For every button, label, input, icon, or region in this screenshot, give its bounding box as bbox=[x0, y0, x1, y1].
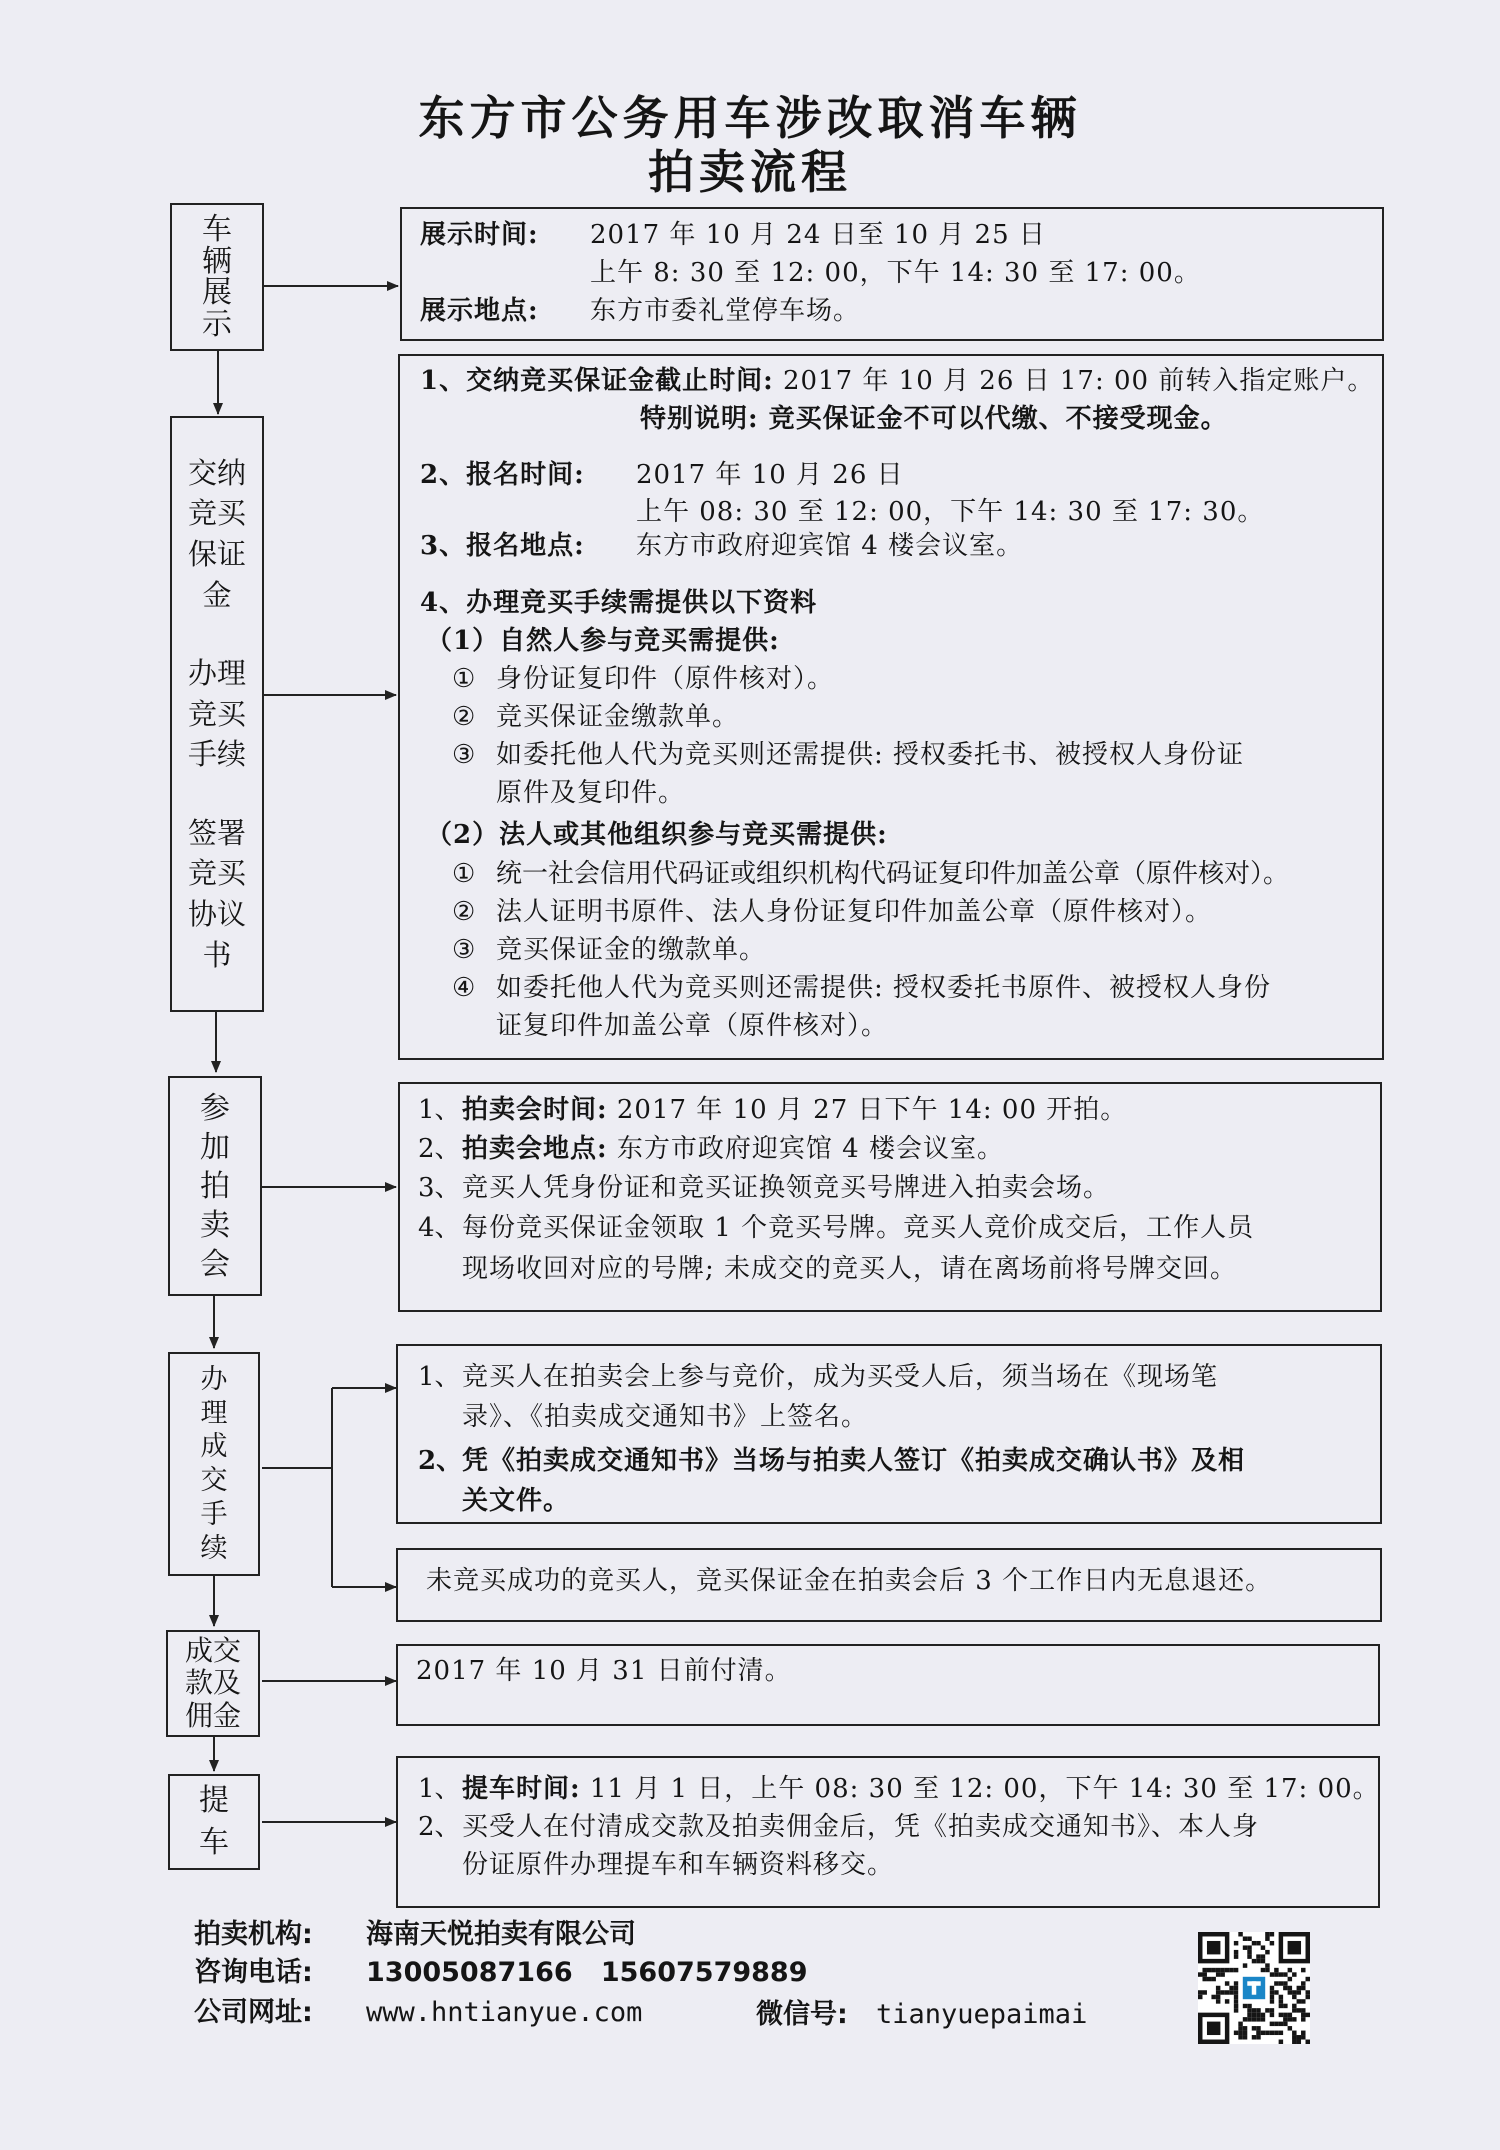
step-text: 竞买 bbox=[187, 856, 246, 891]
step-char: 卖 bbox=[200, 1207, 230, 1243]
step-pickup bbox=[168, 1774, 260, 1870]
auction-item-3: 竞买人凭身份证和竞买证换领竞买号牌进入拍卖会场。 bbox=[462, 1173, 1111, 1203]
payment-text: 2017 年 10 月 31 日前付清。 bbox=[416, 1656, 792, 1686]
step-text: 佣金 bbox=[184, 1698, 241, 1732]
auction-place bbox=[462, 1134, 1004, 1164]
natural-item: 竞买保证金缴款单。 bbox=[496, 702, 740, 732]
transaction-num: 1、 bbox=[418, 1362, 461, 1392]
deposit-special-note: 特别说明: 竞买保证金不可以代缴、不接受现金。 bbox=[640, 404, 1228, 434]
pickup-item-2: 买受人在付清成交款及拍卖佣金后，凭《拍卖成交通知书》、本人身 bbox=[462, 1812, 1260, 1842]
step-text: 款及 bbox=[184, 1666, 241, 1700]
materials-heading: 4、办理竞买手续需提供以下资料 bbox=[420, 588, 818, 618]
auction-item-4: 每份竞买保证金领取 1 个竞买号牌。竞买人竞价成交后，工作人员 bbox=[462, 1213, 1255, 1243]
phone-value: 13005087166 15607579889 bbox=[366, 1957, 808, 1988]
step-text: 手续 bbox=[187, 737, 246, 772]
display-time-value-2: 上午 8: 30 至 12: 00，下午 14: 30 至 17: 00。 bbox=[590, 258, 1201, 288]
auction-place-label: 拍卖会地点: bbox=[462, 1134, 608, 1164]
pickup-num: 2、 bbox=[418, 1812, 461, 1842]
phone-label: 咨询电话: bbox=[194, 1957, 313, 1988]
auction-num: 4、 bbox=[418, 1213, 461, 1243]
registration-place-label: 3、报名地点: bbox=[420, 531, 585, 561]
step-char: 车 bbox=[202, 212, 232, 247]
natural-item-cont: 原件及复印件。 bbox=[496, 778, 686, 808]
legal-entity-heading: （2）法人或其他组织参与竞买需提供: bbox=[426, 820, 888, 850]
pickup-time bbox=[462, 1774, 1380, 1804]
step-char: 车 bbox=[199, 1825, 229, 1860]
transaction-item-2: 凭《拍卖成交通知书》当场与拍卖人签订《拍卖成交确认书》及相 bbox=[462, 1446, 1246, 1476]
step-text: 竞买 bbox=[187, 496, 246, 531]
transaction-item-1: 竞买人在拍卖会上参与竞价，成为买受人后，须当场在《现场笔 bbox=[462, 1362, 1219, 1392]
auction-num: 1、 bbox=[418, 1095, 461, 1125]
step-text: 协议 bbox=[187, 897, 246, 932]
org-value: 海南天悦拍卖有限公司 bbox=[366, 1919, 636, 1950]
display-place-label: 展示地点: bbox=[420, 296, 539, 326]
legal-item-mark: ① bbox=[452, 859, 477, 889]
wechat-label: 微信号: bbox=[756, 1999, 848, 2030]
step-char: 手 bbox=[200, 1498, 228, 1530]
step-text: 签署 bbox=[187, 815, 246, 850]
qr-code-icon bbox=[1198, 1932, 1310, 2044]
page-subtitle: 拍卖流程 bbox=[648, 145, 852, 199]
natural-item-mark: ② bbox=[452, 702, 477, 732]
legal-item-mark: ④ bbox=[452, 973, 477, 1003]
legal-item-mark: ③ bbox=[452, 935, 477, 965]
step-char: 提 bbox=[199, 1783, 229, 1818]
step-char: 续 bbox=[200, 1532, 228, 1564]
transaction-num: 2、 bbox=[418, 1446, 463, 1476]
display-time-label: 展示时间: bbox=[420, 220, 539, 250]
pickup-time-label: 提车时间: bbox=[462, 1774, 581, 1804]
deposit-deadline-label: 1、交纳竞买保证金截止时间: bbox=[420, 366, 774, 396]
page-title: 东方市公务用车涉改取消车辆 bbox=[418, 91, 1082, 145]
legal-item-cont: 证复印件加盖公章（原件核对）。 bbox=[496, 1011, 889, 1041]
step-text: 办理 bbox=[187, 656, 246, 691]
transaction-item-2-cont: 关文件。 bbox=[462, 1486, 571, 1516]
legal-item: 法人证明书原件、法人身份证复印件加盖公章（原件核对）。 bbox=[496, 897, 1213, 927]
auction-time-label: 拍卖会时间: bbox=[462, 1095, 608, 1125]
website-link[interactable]: www.hntianyue.com bbox=[366, 1997, 643, 2028]
step-text: 书 bbox=[202, 937, 232, 972]
natural-item: 如委托他人代为竞买则还需提供: 授权委托书、被授权人身份证 bbox=[496, 740, 1245, 770]
auction-place-value: 东方市政府迎宾馆 4 楼会议室。 bbox=[607, 1134, 1004, 1164]
legal-item: 竞买保证金的缴款单。 bbox=[496, 935, 767, 965]
step-text: 成交 bbox=[184, 1634, 241, 1668]
legal-item: 统一社会信用代码证或组织机构代码证复印件加盖公章（原件核对）。 bbox=[496, 859, 1290, 889]
auction-time-value: 2017 年 10 月 27 日下午 14: 00 开拍。 bbox=[607, 1095, 1128, 1125]
registration-time-value-2: 上午 08: 30 至 12: 00，下午 14: 30 至 17: 30。 bbox=[636, 497, 1265, 527]
natural-item-mark: ③ bbox=[452, 740, 477, 770]
step-text: 竞买 bbox=[187, 696, 246, 731]
step-char: 交 bbox=[200, 1465, 228, 1496]
step-char: 拍 bbox=[200, 1168, 230, 1204]
wechat-value: tianyuepaimai bbox=[876, 1999, 1088, 2030]
legal-item: 如委托他人代为竞买则还需提供: 授权委托书原件、被授权人身份 bbox=[496, 973, 1272, 1003]
step-char: 加 bbox=[200, 1129, 230, 1165]
auction-num: 2、 bbox=[418, 1134, 461, 1164]
step-text: 交纳 bbox=[187, 455, 246, 490]
step-char: 会 bbox=[200, 1246, 230, 1282]
step-char: 展 bbox=[202, 275, 232, 310]
natural-item: 身份证复印件（原件核对）。 bbox=[496, 664, 835, 694]
refund-text: 未竞买成功的竞买人，竞买保证金在拍卖会后 3 个工作日内无息退还。 bbox=[426, 1566, 1273, 1596]
step-char: 办 bbox=[200, 1363, 228, 1395]
deposit-item-1 bbox=[420, 366, 1374, 396]
natural-person-heading: （1）自然人参与竞买需提供: bbox=[426, 626, 780, 656]
step-payment bbox=[166, 1630, 260, 1737]
step-vehicle-display bbox=[170, 203, 264, 351]
step-char: 参 bbox=[200, 1090, 230, 1126]
qr-code-graphic bbox=[1198, 1932, 1310, 2044]
step-transaction-procedures bbox=[168, 1352, 260, 1576]
auction-num: 3、 bbox=[418, 1173, 461, 1203]
registration-place-value: 东方市政府迎宾馆 4 楼会议室。 bbox=[636, 531, 1024, 561]
pickup-time-value: 11 月 1 日，上午 08: 30 至 12: 00，下午 14: 30 至 17: 00。 bbox=[580, 1774, 1380, 1804]
step-attend-auction bbox=[168, 1076, 262, 1296]
registration-time-value: 2017 年 10 月 26 日 bbox=[636, 460, 904, 490]
step-deposit-registration bbox=[170, 416, 264, 1012]
auction-item-4-cont: 现场收回对应的号牌; 未成交的竞买人，请在离场前将号牌交回。 bbox=[462, 1254, 1238, 1284]
pickup-item-2-cont: 份证原件办理提车和车辆资料移交。 bbox=[462, 1850, 895, 1880]
registration-time-label: 2、报名时间: bbox=[420, 460, 585, 490]
auction-time bbox=[462, 1095, 1127, 1125]
step-char: 示 bbox=[202, 306, 232, 342]
pickup-num: 1、 bbox=[418, 1774, 461, 1804]
legal-item-mark: ② bbox=[452, 897, 477, 927]
deposit-deadline-value: 2017 年 10 月 26 日 17: 00 前转入指定账户。 bbox=[773, 366, 1375, 396]
step-char: 辆 bbox=[202, 243, 232, 279]
transaction-item-1-cont: 录》、《拍卖成交通知书》上签名。 bbox=[462, 1402, 869, 1432]
step-text: 金 bbox=[202, 577, 232, 612]
step-char: 成 bbox=[200, 1431, 228, 1463]
display-time-value: 2017 年 10 月 24 日至 10 月 25 日 bbox=[590, 220, 1046, 250]
display-place-value: 东方市委礼堂停车场。 bbox=[590, 296, 861, 326]
step-text: 保证 bbox=[187, 536, 246, 571]
website-label: 公司网址: bbox=[194, 1997, 313, 2028]
step-char: 理 bbox=[200, 1397, 228, 1429]
org-label: 拍卖机构: bbox=[194, 1919, 313, 1950]
natural-item-mark: ① bbox=[452, 664, 477, 694]
